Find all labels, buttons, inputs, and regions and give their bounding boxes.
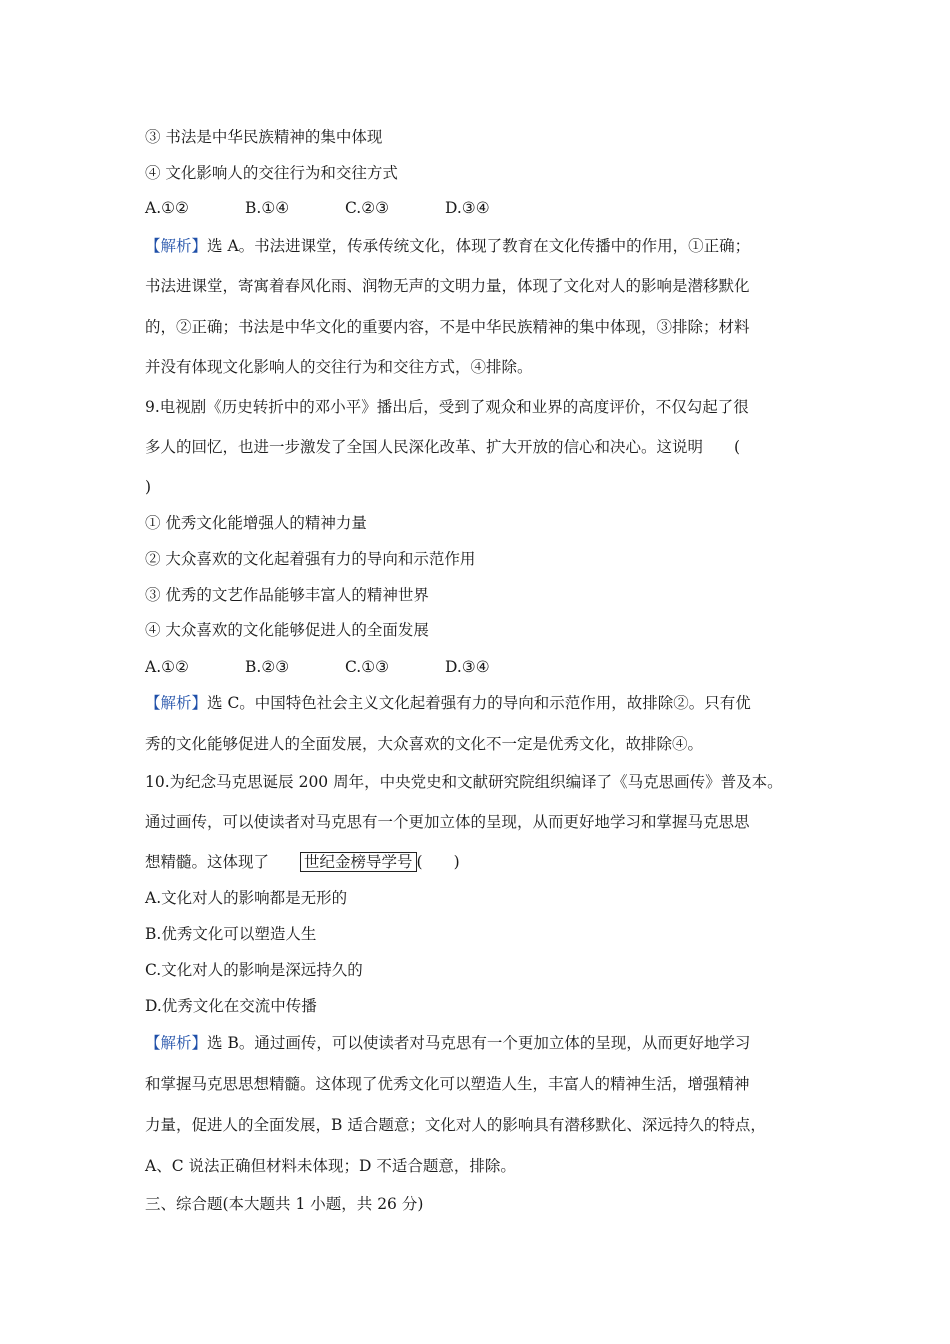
- q10-option-c: C.文化对人的影响是深远持久的: [145, 961, 363, 979]
- q8-analysis-text: 选 A。书法进课堂，传承传统文化，体现了教育在文化传播中的作用，①正确；: [207, 237, 751, 255]
- q10-stem-line: 通过画传，可以使读者对马克思有一个更加立体的呈现，从而更好地学习和掌握马克思思: [145, 813, 750, 831]
- q9-stem-line: 多人的回忆，也进一步激发了全国人民深化改革、扩大开放的信心和决心。这说明 (: [145, 438, 741, 456]
- q10-analysis-text: 选 B。通过画传，可以使读者对马克思有一个更加立体的呈现，从而更好地学习: [207, 1034, 751, 1052]
- q9-analysis-text: 选 C。中国特色社会主义文化起着强有力的导向和示范作用，故排除②。只有优: [207, 694, 751, 712]
- q9-option-d: D.③④: [445, 658, 490, 676]
- q9-statement-2: ② 大众喜欢的文化起着强有力的导向和示范作用: [145, 550, 476, 568]
- q9-option-b: B.②③: [245, 658, 290, 676]
- q8-option-c: C.②③: [345, 199, 390, 217]
- q8-analysis-line: 并没有体现文化影响人的交往行为和交往方式，④排除。: [145, 358, 533, 376]
- q10-stem-end: 想精髓。这体现了: [145, 853, 301, 871]
- q8-statement-4: ④ 文化影响人的交往行为和交往方式: [145, 164, 398, 182]
- q10-option-b: B.优秀文化可以塑造人生: [145, 925, 317, 943]
- analysis-tag: 【解析】: [145, 694, 208, 712]
- q8-option-b: B.①④: [245, 199, 290, 217]
- q8-analysis-line: 书法进课堂，寄寓着春风化雨、润物无声的文明力量，体现了文化对人的影响是潜移默化: [145, 277, 750, 295]
- analysis-tag: 【解析】: [145, 237, 208, 255]
- section-heading: 三、综合题(本大题共 1 小题，共 26 分): [145, 1195, 424, 1213]
- q10-analysis-line: 和掌握马克思思想精髓。这体现了优秀文化可以塑造人生，丰富人的精神生活，增强精神: [145, 1075, 750, 1093]
- q10-analysis-line: A、C 说法正确但材料未体现；D 不适合题意，排除。: [145, 1157, 516, 1175]
- q9-stem-line: ): [145, 478, 152, 496]
- analysis-tag: 【解析】: [145, 1034, 208, 1052]
- q9-options: [145, 656, 490, 678]
- q9-statement-1: ① 优秀文化能增强人的精神力量: [145, 514, 367, 532]
- q8-options: [145, 197, 490, 219]
- q9-stem-line: 9.电视剧《历史转折中的邓小平》播出后，受到了观众和业界的高度评价，不仅勾起了很: [145, 398, 749, 416]
- q9-analysis-line: [145, 692, 751, 714]
- q10-stem-line: [145, 851, 460, 873]
- q9-option-c: C.①③: [345, 658, 390, 676]
- q8-option-a: A.①②: [145, 199, 189, 217]
- q9-option-a: A.①②: [145, 658, 189, 676]
- q10-stem-line: 10.为纪念马克思诞辰 200 周年，中央党史和文献研究院组织编译了《马克思画传》普及本。: [145, 773, 783, 791]
- q10-option-d: D.优秀文化在交流中传播: [145, 997, 317, 1015]
- q9-statement-4: ④ 大众喜欢的文化能够促进人的全面发展: [145, 621, 429, 639]
- q8-analysis-line: 的，②正确；书法是中华文化的重要内容，不是中华民族精神的集中体现，③排除；材料: [145, 318, 750, 336]
- q9-analysis-line: 秀的文化能够促进人的全面发展，大众喜欢的文化不一定是优秀文化，故排除④。: [145, 735, 704, 753]
- q8-option-d: D.③④: [445, 199, 490, 217]
- q8-statement-3: ③ 书法是中华民族精神的集中体现: [145, 128, 383, 146]
- q10-analysis-line: [145, 1032, 750, 1054]
- answer-paren: ( ): [416, 853, 460, 871]
- q9-statement-3: ③ 优秀的文艺作品能够丰富人的精神世界: [145, 586, 429, 604]
- q10-analysis-line: 力量，促进人的全面发展，B 适合题意；文化对人的影响具有潜移默化、深远持久的特点，: [145, 1116, 766, 1134]
- q10-option-a: A.文化对人的影响都是无形的: [145, 889, 348, 907]
- q8-analysis-line: [145, 235, 750, 257]
- boxed-label: 世纪金榜导学号: [300, 852, 417, 872]
